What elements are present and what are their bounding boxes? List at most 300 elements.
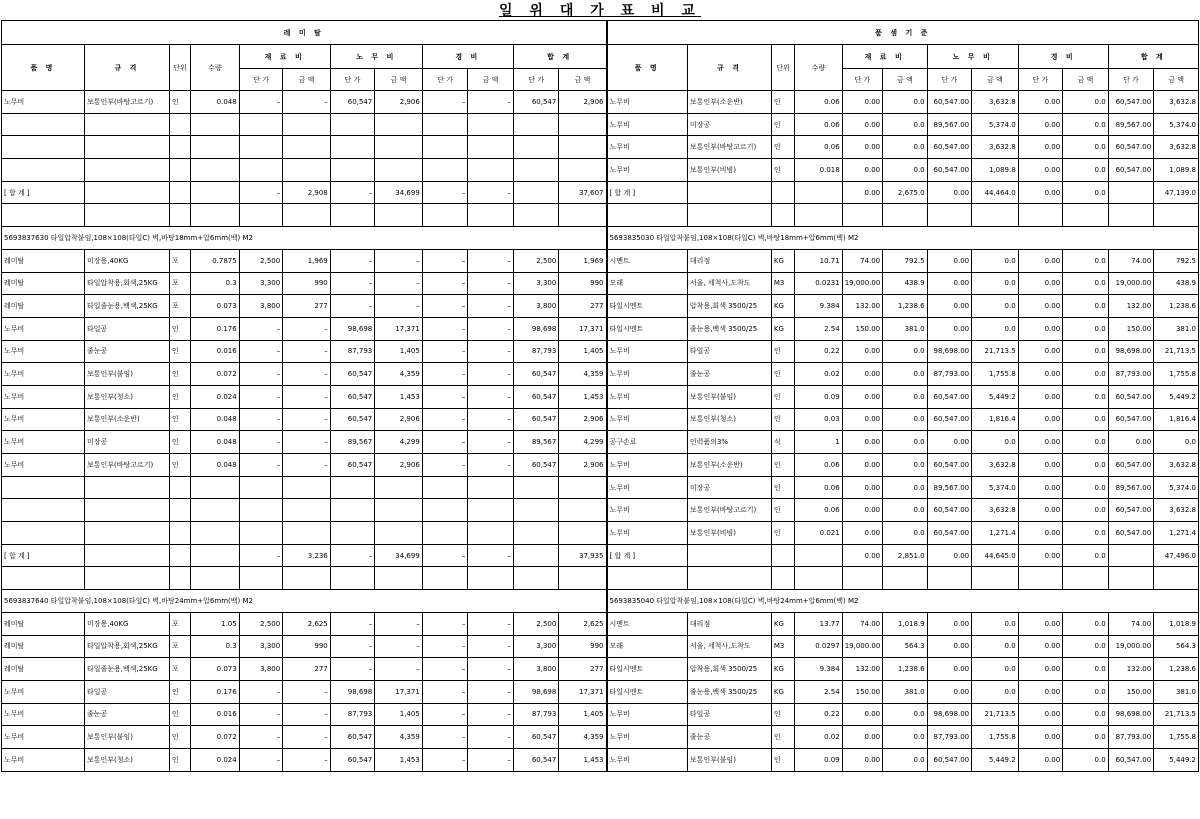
table-cell: 98,698 <box>513 680 559 703</box>
table-cell <box>1063 567 1109 590</box>
table-cell: 2,906 <box>375 91 423 114</box>
table-cell: 277 <box>283 295 331 318</box>
table-cell: 1,755.8 <box>972 363 1019 386</box>
table-cell <box>191 181 240 204</box>
table-cell: 0.0 <box>883 91 928 114</box>
table-cell: – <box>283 726 331 749</box>
table-cell: – <box>468 748 514 771</box>
table-cell: 0.0 <box>883 703 928 726</box>
table-cell: 0.0 <box>972 612 1019 635</box>
table-cell: 3,800 <box>239 295 283 318</box>
table-cell: 3,300 <box>513 635 559 658</box>
table-cell: 모래 <box>607 635 688 658</box>
table-cell: 0.0 <box>883 499 928 522</box>
table-cell <box>422 499 468 522</box>
table-cell: 87,793.00 <box>927 726 972 749</box>
table-cell: 1,405 <box>375 340 423 363</box>
table-cell: 0.02 <box>795 726 843 749</box>
table-cell: – <box>468 272 514 295</box>
table-cell: – <box>330 544 375 567</box>
table-cell: 1,238.6 <box>1154 295 1199 318</box>
table-cell: – <box>422 91 468 114</box>
table-cell <box>513 544 559 567</box>
table-cell: 1,238.6 <box>883 295 928 318</box>
table-cell <box>687 567 771 590</box>
table-cell: 0.016 <box>191 703 240 726</box>
table-cell: 3,800 <box>513 658 559 681</box>
table-cell: KG <box>771 680 794 703</box>
table-cell <box>468 567 514 590</box>
table-cell: 0.00 <box>927 295 972 318</box>
table-cell: 0.0 <box>883 340 928 363</box>
page-title: 일 위 대 가 표 비 교 <box>499 3 701 19</box>
table-cell: 2,500 <box>239 249 283 272</box>
table-cell: 타일시멘트 <box>607 295 688 318</box>
table-cell: 0.0 <box>1063 431 1109 454</box>
table-cell: 1,405 <box>559 340 607 363</box>
table-cell: 노무비 <box>2 726 85 749</box>
table-cell: 277 <box>559 658 607 681</box>
table-cell: 0.3 <box>191 635 240 658</box>
table-cell: 레미탈 <box>2 295 85 318</box>
table-cell <box>330 204 375 227</box>
table-cell: 보통인부(소운반) <box>687 454 771 477</box>
table-cell: 1,816.4 <box>1154 408 1199 431</box>
table-cell: 노무비 <box>2 91 85 114</box>
table-cell <box>375 113 423 136</box>
table-cell <box>169 136 190 159</box>
table-cell: 0.06 <box>795 136 843 159</box>
table-cell: 0.00 <box>927 181 972 204</box>
table-cell: 노무비 <box>607 385 688 408</box>
table-cell: 60,547 <box>513 454 559 477</box>
table-cell: 인 <box>771 91 794 114</box>
table-cell <box>375 522 423 545</box>
table-cell: – <box>239 703 283 726</box>
table-cell: 3,632.8 <box>972 136 1019 159</box>
table-row <box>2 476 1199 499</box>
table-cell <box>169 159 190 182</box>
table-cell: 0.00 <box>842 431 882 454</box>
table-cell: 60,547.00 <box>1108 91 1154 114</box>
table-cell: 0.0 <box>1063 522 1109 545</box>
table-cell: [ 합 계 ] <box>607 544 688 567</box>
table-cell: – <box>239 748 283 771</box>
table-cell: 4,359 <box>375 726 423 749</box>
table-cell: 인 <box>771 408 794 431</box>
table-cell: 89,567.00 <box>927 476 972 499</box>
table-cell: 87,793.00 <box>927 363 972 386</box>
column-header-row <box>2 45 1199 69</box>
table-cell: 132.00 <box>1108 295 1154 318</box>
table-cell: 레미탈 <box>2 249 85 272</box>
table-cell <box>422 567 468 590</box>
table-cell: 0.00 <box>927 272 972 295</box>
table-cell: 60,547 <box>513 408 559 431</box>
table-row <box>2 249 1199 272</box>
table-cell: KG <box>771 612 794 635</box>
table-cell <box>84 113 169 136</box>
table-cell: 2,906 <box>559 454 607 477</box>
table-cell: 노무비 <box>607 454 688 477</box>
table-cell: 노무비 <box>607 748 688 771</box>
table-cell: 150.00 <box>1108 680 1154 703</box>
table-cell <box>283 522 331 545</box>
table-cell <box>468 476 514 499</box>
table-cell: – <box>468 181 514 204</box>
table-cell: 990 <box>559 635 607 658</box>
table-cell <box>468 204 514 227</box>
table-cell: 60,547.00 <box>927 136 972 159</box>
table-cell: 인 <box>771 748 794 771</box>
table-cell: 60,547.00 <box>1108 159 1154 182</box>
table-cell: – <box>283 748 331 771</box>
table-cell: 98,698 <box>330 317 375 340</box>
table-cell: 보통인부(바탕고르기) <box>84 91 169 114</box>
table-cell <box>2 567 85 590</box>
table-cell: 0.00 <box>1018 522 1063 545</box>
table-cell <box>883 204 928 227</box>
table-cell: 0.0 <box>1063 703 1109 726</box>
table-cell: – <box>468 295 514 318</box>
table-cell: 60,547.00 <box>1108 748 1154 771</box>
table-cell: 0.06 <box>795 499 843 522</box>
table-cell <box>2 136 85 159</box>
table-cell: – <box>239 726 283 749</box>
table-cell <box>559 567 607 590</box>
table-cell: 0.06 <box>795 113 843 136</box>
table-cell <box>330 159 375 182</box>
table-cell: 98,698.00 <box>927 703 972 726</box>
table-cell <box>330 136 375 159</box>
table-cell: 0.3 <box>191 272 240 295</box>
table-cell: 0.0 <box>1063 454 1109 477</box>
table-cell: 3,632.8 <box>972 454 1019 477</box>
table-cell: 0.00 <box>1018 113 1063 136</box>
table-cell <box>239 499 283 522</box>
table-cell <box>375 204 423 227</box>
table-cell: 보통인부(소운반) <box>84 408 169 431</box>
table-row <box>2 544 1199 567</box>
table-cell: 보통인부(바탕고르기) <box>687 499 771 522</box>
table-cell: 1,453 <box>559 385 607 408</box>
table-cell: 0.00 <box>1018 317 1063 340</box>
table-cell: 노무비 <box>607 703 688 726</box>
table-cell: 3,800 <box>513 295 559 318</box>
table-cell: 보통인부(청소) <box>687 408 771 431</box>
table-cell: 60,547 <box>513 91 559 114</box>
table-cell <box>687 204 771 227</box>
table-cell: 노무비 <box>2 363 85 386</box>
table-cell: 17,371 <box>559 317 607 340</box>
table-cell: 87,793 <box>330 340 375 363</box>
table-cell: 0.00 <box>1018 658 1063 681</box>
table-cell: – <box>283 385 331 408</box>
table-cell: 노무비 <box>2 703 85 726</box>
col-spec: 규 격 <box>84 45 169 91</box>
table-cell: 10.71 <box>795 249 843 272</box>
table-cell: 0.0 <box>1063 726 1109 749</box>
table-cell: 0.072 <box>191 726 240 749</box>
table-cell: 0.00 <box>842 522 882 545</box>
table-cell: 60,547.00 <box>927 748 972 771</box>
table-cell <box>559 522 607 545</box>
table-cell: 0.0 <box>883 476 928 499</box>
table-cell: 3,632.8 <box>972 499 1019 522</box>
table-row <box>2 317 1199 340</box>
table-cell: 0.00 <box>842 476 882 499</box>
table-cell <box>771 544 794 567</box>
table-cell: – <box>468 431 514 454</box>
table-cell: 17,371 <box>559 680 607 703</box>
table-cell: 0.00 <box>1018 431 1063 454</box>
table-row <box>2 658 1199 681</box>
table-cell: – <box>283 431 331 454</box>
table-cell: – <box>239 454 283 477</box>
table-cell: 인 <box>771 726 794 749</box>
table-cell <box>607 204 688 227</box>
table-cell: 타일공 <box>687 703 771 726</box>
table-row <box>2 612 1199 635</box>
col-labor: 노 무 비 <box>330 45 422 69</box>
table-cell: 미장용,40KG <box>84 249 169 272</box>
table-cell: 타일공 <box>687 340 771 363</box>
table-cell: 보통인부(청소) <box>84 385 169 408</box>
table-row <box>2 635 1199 658</box>
table-cell <box>771 567 794 590</box>
table-cell: 보통인부(붙임) <box>687 385 771 408</box>
table-cell <box>330 476 375 499</box>
table-cell: 인 <box>771 159 794 182</box>
table-cell: 2,625 <box>283 612 331 635</box>
table-cell <box>687 544 771 567</box>
table-cell: 5,374.0 <box>1154 476 1199 499</box>
table-cell: 타일공 <box>84 680 169 703</box>
table-cell <box>169 181 190 204</box>
table-cell: 990 <box>283 272 331 295</box>
table-cell: 4,299 <box>375 431 423 454</box>
table-cell: 인 <box>169 454 190 477</box>
table-cell <box>330 499 375 522</box>
table-cell: 5,449.2 <box>972 385 1019 408</box>
table-cell: 0.0 <box>883 363 928 386</box>
table-cell: – <box>468 408 514 431</box>
table-cell <box>513 499 559 522</box>
table-cell <box>795 567 843 590</box>
table-cell: 인 <box>771 522 794 545</box>
table-cell: 1.05 <box>191 612 240 635</box>
table-cell: 0.0 <box>1063 476 1109 499</box>
table-cell: 포 <box>169 295 190 318</box>
table-cell <box>559 113 607 136</box>
table-cell <box>468 499 514 522</box>
table-row <box>2 91 1199 114</box>
table-cell: – <box>468 726 514 749</box>
table-cell: 0.0 <box>883 454 928 477</box>
table-cell: 0.00 <box>842 454 882 477</box>
col-amount: 금 액 <box>559 69 607 91</box>
table-cell: 식 <box>771 431 794 454</box>
col-labor: 노 무 비 <box>927 45 1018 69</box>
table-cell: 0.00 <box>1018 181 1063 204</box>
table-cell <box>468 159 514 182</box>
table-cell: 1,453 <box>375 748 423 771</box>
col-unit: 단위 <box>169 45 190 91</box>
table-cell <box>239 522 283 545</box>
table-cell <box>972 567 1019 590</box>
table-cell: 381.0 <box>1154 680 1199 703</box>
table-cell <box>771 204 794 227</box>
table-cell: – <box>239 363 283 386</box>
col-unit-price: 단 가 <box>927 69 972 91</box>
table-cell: 1,405 <box>559 703 607 726</box>
table-cell: M3 <box>771 635 794 658</box>
table-cell: 60,547.00 <box>1108 385 1154 408</box>
table-cell <box>1018 567 1063 590</box>
table-cell: – <box>330 635 375 658</box>
table-cell: 포 <box>169 612 190 635</box>
table-cell: 132.00 <box>1108 658 1154 681</box>
table-cell: 0.00 <box>842 159 882 182</box>
table-cell: 타일줄눈용,백색,25KG <box>84 658 169 681</box>
table-cell: 줄눈공 <box>687 363 771 386</box>
table-cell <box>330 522 375 545</box>
table-cell: 4,359 <box>559 363 607 386</box>
table-cell <box>375 136 423 159</box>
table-cell: 0.0 <box>1063 612 1109 635</box>
table-cell: 타일공 <box>84 317 169 340</box>
table-cell: 21,713.5 <box>972 340 1019 363</box>
table-cell <box>375 499 423 522</box>
table-cell: 0.09 <box>795 748 843 771</box>
table-cell <box>559 204 607 227</box>
table-cell: 87,793.00 <box>1108 363 1154 386</box>
table-cell <box>2 113 85 136</box>
table-cell: 노무비 <box>607 726 688 749</box>
table-cell: 0.048 <box>191 431 240 454</box>
table-cell: 0.0 <box>1063 181 1109 204</box>
table-cell: 60,547.00 <box>1108 408 1154 431</box>
table-cell: 1,755.8 <box>1154 363 1199 386</box>
table-cell: 2,906 <box>375 408 423 431</box>
table-row <box>2 499 1199 522</box>
table-cell <box>169 522 190 545</box>
table-cell: 21,713.5 <box>1154 340 1199 363</box>
table-cell: 89,567 <box>330 431 375 454</box>
table-cell: 보통인부(소운반) <box>687 91 771 114</box>
table-cell: 대리점 <box>687 612 771 635</box>
table-cell: 0.00 <box>842 181 882 204</box>
table-cell: – <box>283 363 331 386</box>
table-cell: 보통인부(붙임) <box>687 748 771 771</box>
table-cell: 0.0 <box>883 431 928 454</box>
table-cell: – <box>330 658 375 681</box>
table-cell: 0.00 <box>927 680 972 703</box>
table-cell: 노무비 <box>2 340 85 363</box>
table-cell <box>283 136 331 159</box>
table-cell <box>687 181 771 204</box>
table-cell: – <box>422 181 468 204</box>
table-cell: 레미탈 <box>2 635 85 658</box>
table-cell <box>375 159 423 182</box>
right-section-title: 5693835040 타일압착붙임,108×108(타일C) 벽,바탕24mm+압6mm(백) M2 <box>607 590 1199 613</box>
table-cell: 0.22 <box>795 703 843 726</box>
table-cell: 98,698.00 <box>927 340 972 363</box>
table-cell: 인 <box>169 703 190 726</box>
table-cell: 0.0 <box>883 136 928 159</box>
table-cell <box>883 567 928 590</box>
table-cell <box>842 567 882 590</box>
table-cell: 0.0 <box>1063 544 1109 567</box>
table-cell: 60,547.00 <box>927 385 972 408</box>
table-cell: – <box>468 385 514 408</box>
table-cell <box>283 499 331 522</box>
table-cell: 1,018.9 <box>883 612 928 635</box>
table-cell: 89,567.00 <box>1108 476 1154 499</box>
table-cell: 74.00 <box>842 249 882 272</box>
table-cell <box>1108 181 1154 204</box>
table-cell: 미장공 <box>687 476 771 499</box>
table-cell: 1,018.9 <box>1154 612 1199 635</box>
table-cell: 0.00 <box>1018 363 1063 386</box>
table-cell: 0.00 <box>1018 408 1063 431</box>
col-unit: 단위 <box>771 45 794 91</box>
table-cell: – <box>375 612 423 635</box>
table-cell: 89,567.00 <box>927 113 972 136</box>
table-cell: 60,547.00 <box>1108 499 1154 522</box>
table-cell: 0.0 <box>972 272 1019 295</box>
table-cell: 990 <box>559 272 607 295</box>
table-cell <box>795 181 843 204</box>
table-row <box>2 363 1199 386</box>
table-cell <box>330 113 375 136</box>
table-cell <box>191 522 240 545</box>
table-cell: 0.0 <box>1063 658 1109 681</box>
table-cell: 98,698 <box>330 680 375 703</box>
table-cell: 레미탈 <box>2 612 85 635</box>
section-row <box>2 590 1199 613</box>
table-cell: 3,632.8 <box>1154 454 1199 477</box>
table-cell <box>468 522 514 545</box>
col-expense: 경 비 <box>1018 45 1108 69</box>
table-cell: 34,699 <box>375 181 423 204</box>
table-cell: M3 <box>771 272 794 295</box>
table-cell <box>283 113 331 136</box>
col-total: 합 계 <box>513 45 606 69</box>
table-cell: 인 <box>771 113 794 136</box>
table-cell <box>191 476 240 499</box>
table-cell: – <box>468 363 514 386</box>
table-cell <box>169 544 190 567</box>
left-section-title: 5693837640 타일압착붙임,108×108(타일C) 벽,바탕24mm+압6mm(백) M2 <box>2 590 607 613</box>
table-cell: 19,000.00 <box>842 272 882 295</box>
table-cell <box>842 204 882 227</box>
table-cell: – <box>422 726 468 749</box>
table-row <box>2 748 1199 771</box>
table-cell <box>375 567 423 590</box>
table-cell <box>283 204 331 227</box>
table-cell: 미장공 <box>84 431 169 454</box>
table-cell: – <box>422 635 468 658</box>
table-cell: 3,632.8 <box>1154 136 1199 159</box>
table-cell <box>513 204 559 227</box>
table-cell: 89,567.00 <box>1108 113 1154 136</box>
table-cell: – <box>375 635 423 658</box>
table-cell: 60,547 <box>330 408 375 431</box>
table-cell: 인 <box>771 363 794 386</box>
table-cell: 0.00 <box>842 408 882 431</box>
table-cell: 모래 <box>607 272 688 295</box>
